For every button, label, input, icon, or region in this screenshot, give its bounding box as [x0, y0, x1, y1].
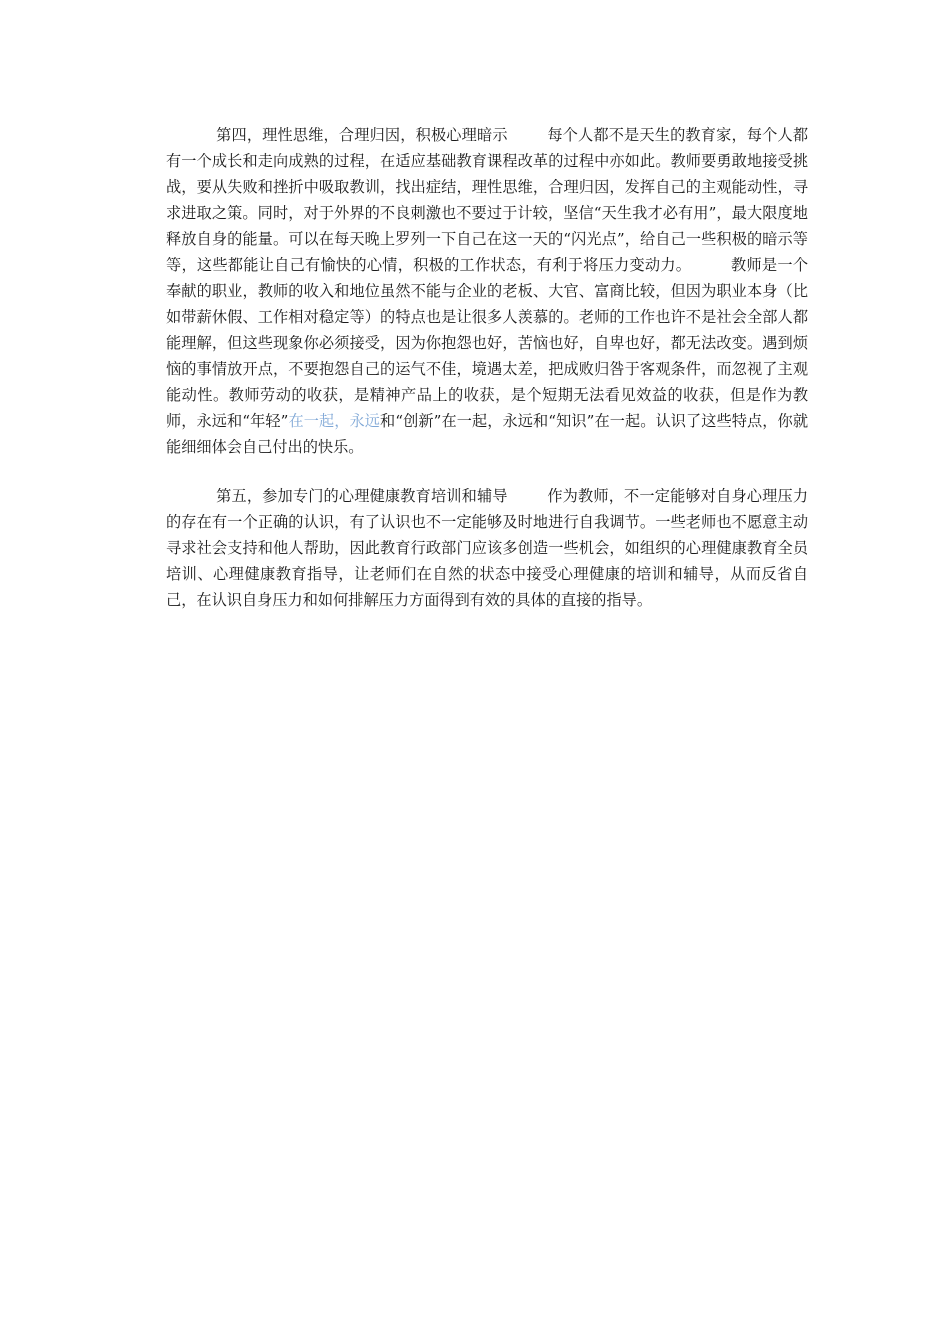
paragraph-fourth-text-end: 和“创新”在一起，永远和“知识”在一起。认识了这些特点，你就能细细体会自己付出的快乐。: [166, 412, 809, 456]
document-body: [166, 122, 808, 613]
paragraph-fourth-text: 每个人都不是天生的教育家，每个人都有一个成长和走向成熟的过程，在适应基础教育课程改革的过程中亦如此。教师要勇敢地接受挑战，要从失败和挫折中吸取教训，找出症结，理性思维，合理归因，发挥自己的主观能动性，寻求进取之策。同时，对于外界的不良刺激也不要过于计较，坚信“天生我才必有用”，最大限度地释放自身的能量。可以在每天晚上罗列一下自己在这一天的“闪光点”，给自己一些积极的暗示等等，这些都能让自己有愉快的心情，积极的工作状态，有利于将压力变动力。: [166, 126, 809, 274]
paragraph-fourth-heading: 第四，理性思维，合理归因，积极心理暗示: [216, 126, 508, 144]
paragraph-fifth-heading: 第五，参加专门的心理健康教育培训和辅导: [216, 487, 508, 505]
paragraph-fifth: [166, 483, 808, 613]
paragraph-fourth: [166, 122, 808, 460]
paragraph-fifth-text: 作为教师，不一定能够对自身心理压力的存在有一个正确的认识，有了认识也不一定能够及时地进行自我调节。一些老师也不愿意主动寻求社会支持和他人帮助，因此教育行政部门应该多创造一些机会，如组织的心理健康教育全员培训、心理健康教育指导，让老师们在自然的状态中接受心理健康的培训和辅导，从而反省自己，在认识自身压力和如何排解压力方面得到有效的具体的直接的指导。: [166, 487, 809, 609]
hyperlink-text[interactable]: 在一起，永远: [288, 412, 381, 430]
paragraph-fourth-text-continued: 教师是一个奉献的职业，教师的收入和地位虽然不能与企业的老板、大官、富商比较，但因为职业本身（比如带薪休假、工作相对稳定等）的特点也是让很多人羡慕的。老师的工作也许不是社会全部人都能理解，但这些现象你必须接受，因为你抱怨也好，苦恼也好，自卑也好，都无法改变。遇到烦恼的事情放开点，不要抱怨自己的运气不佳，境遇太差，把成败归咎于客观条件，而忽视了主观能动性。教师劳动的收获，是精神产品上的收获，是个短期无法看见效益的收获，但是作为教师，永远和“年轻”: [166, 256, 809, 430]
